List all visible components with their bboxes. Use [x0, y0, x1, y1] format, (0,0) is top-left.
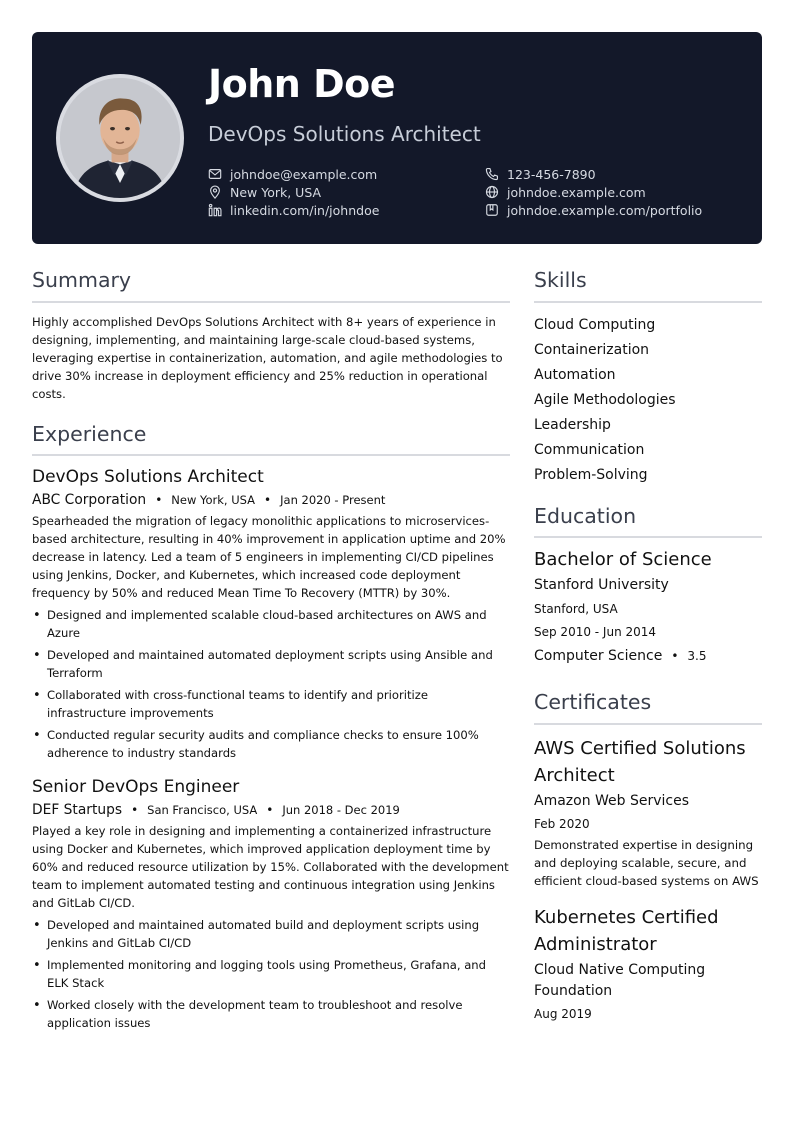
certificate-entry: [534, 735, 762, 890]
bookmark-icon: [485, 203, 499, 217]
job-description: Spearheaded the migration of legacy monolithic applications to microservices-based architecture, resulting in 40% improvement in application uptime and 20% decrease in latency. Led a team of 5 engineers in implementing CI/CD pipelines using Jenkins, Docker, and Kubernetes, which increased code deployment frequency by 50% and reduced Mean Time To Recovery (MTTR) by 30%.: [32, 514, 506, 601]
job-bullet: • Implemented monitoring and logging tools using Prometheus, Grafana, and ELK Stack: [33, 958, 487, 991]
certificates-heading: Certificates: [534, 690, 762, 725]
contact-linkedin-text: linkedin.com/in/johndoe: [230, 202, 380, 218]
education-school: Stanford University: [534, 576, 669, 593]
separator-dot: •: [266, 803, 274, 818]
resume-header: [32, 32, 762, 244]
separator-dot: •: [264, 493, 272, 508]
profile-photo-image: [60, 78, 180, 198]
job-bullet: • Conducted regular security audits and compliance checks to ensure 100% adherence to industry standards: [33, 728, 479, 761]
phone-icon: [485, 167, 499, 181]
job-bullet: • Worked closely with the development team to troubleshoot and resolve application issues: [33, 998, 463, 1031]
skill-item: Automation: [534, 366, 616, 383]
job-bullet: • Developed and maintained automated deployment scripts using Ansible and Terraform: [33, 648, 493, 681]
separator-dot: •: [131, 803, 139, 818]
contact-email[interactable]: [208, 165, 377, 183]
contact-website-text: johndoe.example.com: [507, 184, 646, 200]
contact-email-text: johndoe@example.com: [230, 166, 378, 182]
contact-portfolio[interactable]: [485, 201, 702, 219]
contact-location: [208, 183, 321, 201]
skill-item: Leadership: [534, 416, 611, 433]
job-description: Played a key role in designing and implementing a containerized infrastructure using Docker and Kubernetes, which improved application deployment time by 60% and reduced resource utilization by 15%. Collaborated with the development team to implement automated testing and continuous integration using Jenkins and GitLab CI/CD.: [32, 824, 509, 911]
certificate-description: Demonstrated expertise in designing and deploying scalable, secure, and efficient cloud-based systems on AWS: [534, 837, 759, 888]
job-entry: [32, 466, 510, 762]
job-company: ABC Corporation: [32, 492, 147, 509]
certificate-title: AWS Certified Solutions Architect: [534, 737, 746, 786]
certificate-entry: [534, 904, 762, 1024]
side-column: [534, 268, 762, 1024]
candidate-role: DevOps Solutions Architect: [208, 122, 481, 146]
education-gpa: 3.5: [687, 648, 707, 663]
contact-portfolio-text: johndoe.example.com/portfolio: [507, 202, 703, 218]
mail-icon: [208, 167, 222, 181]
job-meta: [32, 492, 510, 508]
contact-location-text: New York, USA: [230, 184, 322, 200]
job-company: DEF Startups: [32, 802, 123, 819]
skill-item: Cloud Computing: [534, 316, 656, 333]
education-heading: Education: [534, 504, 762, 539]
certificate-issuer: Cloud Native Computing Foundation: [534, 961, 706, 999]
job-dates: Jun 2018 - Dec 2019: [282, 803, 400, 818]
job-bullet: • Designed and implemented scalable cloud-based architectures on AWS and Azure: [33, 608, 487, 641]
certificate-issuer: Amazon Web Services: [534, 792, 690, 809]
job-location: San Francisco, USA: [147, 803, 258, 818]
skill-item: Communication: [534, 441, 645, 458]
job-bullets: [32, 916, 510, 1032]
contact-website[interactable]: [485, 183, 646, 201]
job-title: DevOps Solutions Architect: [32, 467, 264, 488]
separator-dot: •: [671, 648, 679, 663]
skill-item: Problem-Solving: [534, 466, 648, 483]
certificate-date: Feb 2020: [534, 816, 590, 831]
contact-phone-text: 123-456-7890: [507, 166, 596, 182]
summary-text: Highly accomplished DevOps Solutions Architect with 8+ years of experience in designing, implementing, and maintaining large-scale cloud-based systems, leveraging expertise in containerization, automation, and agile methodologies to drive 30% increase in deployment efficiency and 25% reduction in operational costs.: [32, 314, 503, 401]
globe-icon: [485, 185, 499, 199]
main-column: [32, 268, 510, 1036]
separator-dot: •: [155, 493, 163, 508]
candidate-name: John Doe: [208, 62, 396, 106]
summary-heading: Summary: [32, 268, 510, 303]
profile-photo: [56, 74, 184, 202]
job-dates: Jan 2020 - Present: [280, 493, 386, 508]
skill-item: Agile Methodologies: [534, 391, 676, 408]
education-field: Computer Science: [534, 647, 663, 664]
job-bullet: • Developed and maintained automated build and deployment scripts using Jenkins and GitLab CI/CD: [33, 918, 480, 951]
map-pin-icon: [208, 185, 222, 199]
linkedin-icon: [208, 203, 222, 217]
job-meta: [32, 802, 510, 818]
experience-heading: Experience: [32, 422, 510, 457]
education-dates: Sep 2010 - Jun 2014: [534, 624, 657, 639]
skills-heading: Skills: [534, 268, 762, 303]
job-title: Senior DevOps Engineer: [32, 777, 240, 798]
certificate-title: Kubernetes Certified Administrator: [534, 906, 719, 955]
education-location: Stanford, USA: [534, 601, 618, 616]
job-bullets: [32, 606, 510, 762]
skills-list: [534, 313, 762, 488]
contact-linkedin[interactable]: [208, 201, 379, 219]
education-field-row: [534, 644, 762, 668]
job-entry: [32, 776, 510, 1032]
job-bullet: • Collaborated with cross-functional teams to identify and prioritize infrastructure improvements: [33, 688, 428, 721]
certificate-date: Aug 2019: [534, 1006, 592, 1021]
education-degree: Bachelor of Science: [534, 549, 712, 571]
contact-phone[interactable]: [485, 165, 596, 183]
skill-item: Containerization: [534, 341, 650, 358]
job-location: New York, USA: [171, 493, 256, 508]
